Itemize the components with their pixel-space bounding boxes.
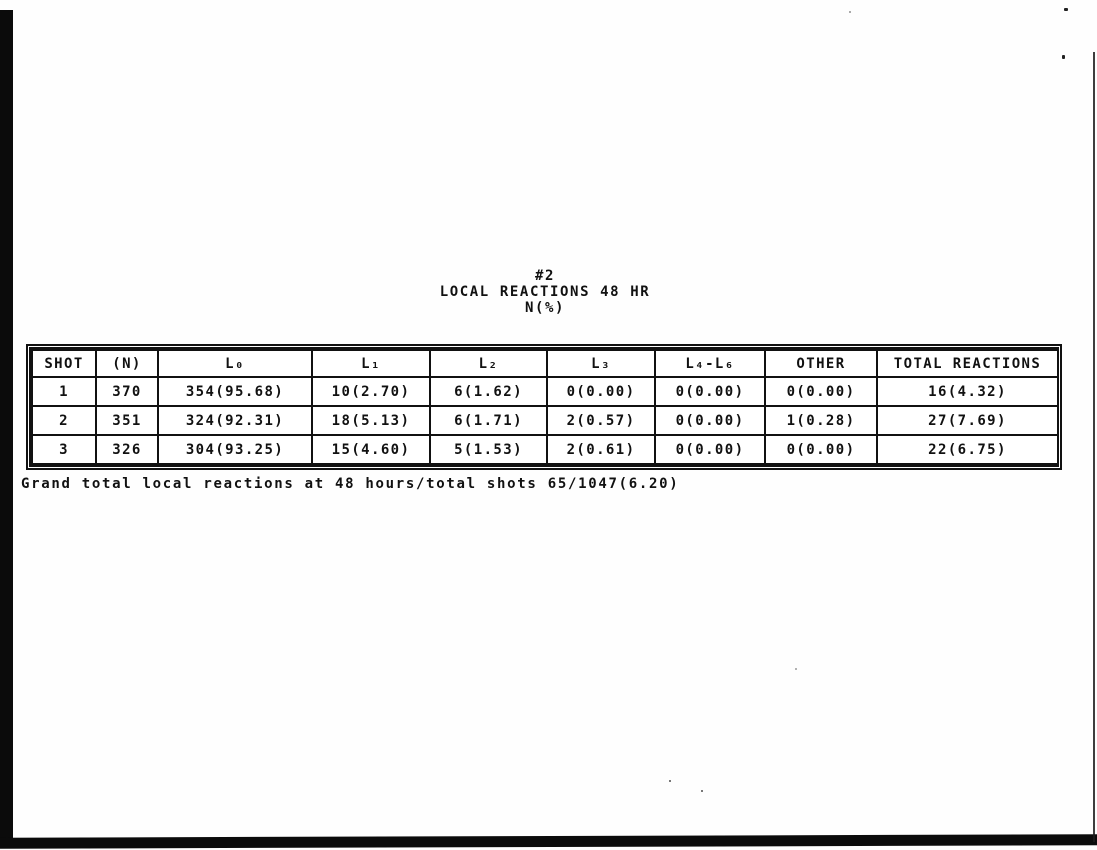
table-cell: 351: [96, 406, 158, 435]
column-header: L₄-L₆: [655, 350, 765, 377]
column-header: L₁: [312, 350, 430, 377]
table-cell: 2(0.61): [547, 435, 655, 464]
table-cell: 15(4.60): [312, 435, 430, 464]
table-header: [32, 350, 1058, 377]
column-header: L₀: [158, 350, 312, 377]
column-header: SHOT: [32, 350, 96, 377]
table-cell: 6(1.71): [430, 406, 547, 435]
scan-speck: [1062, 55, 1065, 59]
table-cell: 22(6.75): [877, 435, 1058, 464]
title-units: N(%): [524, 300, 566, 316]
column-header: L₂: [430, 350, 547, 377]
table-cell: 1(0.28): [765, 406, 877, 435]
table-cell: 304(93.25): [158, 435, 312, 464]
table-cell: 326: [96, 435, 158, 464]
table-row: [32, 406, 1058, 435]
table-cell: 0(0.00): [547, 377, 655, 406]
table-cell: 0(0.00): [765, 435, 877, 464]
column-header: (N): [96, 350, 158, 377]
scan-speck: [849, 11, 851, 13]
column-header: TOTAL REACTIONS: [877, 350, 1058, 377]
table-cell: 1: [32, 377, 96, 406]
table-cell: 6(1.62): [430, 377, 547, 406]
table-cell: 2: [32, 406, 96, 435]
table-cell: 5(1.53): [430, 435, 547, 464]
column-header: L₃: [547, 350, 655, 377]
table-cell: 370: [96, 377, 158, 406]
reactions-table-frame: [26, 344, 1062, 470]
table-cell: 0(0.00): [655, 406, 765, 435]
scan-speck: [795, 668, 797, 670]
grand-total-note: Grand total local reactions at 48 hours/total shots 65/1047(6.20): [21, 476, 680, 492]
scan-artifact-right-edge: [1093, 52, 1095, 842]
table-cell: 0(0.00): [765, 377, 877, 406]
document-title: [27, 268, 1063, 316]
table-header-row: [32, 350, 1058, 377]
scan-speck: [1064, 8, 1068, 11]
table-cell: 354(95.68): [158, 377, 312, 406]
table-row: [32, 377, 1058, 406]
table-cell: 324(92.31): [158, 406, 312, 435]
table-cell: 18(5.13): [312, 406, 430, 435]
table-cell: 2(0.57): [547, 406, 655, 435]
scan-artifact-left-bar: [0, 10, 13, 848]
table-cell: 10(2.70): [312, 377, 430, 406]
scan-speck: [701, 790, 703, 792]
table-row: [32, 435, 1058, 464]
scan-speck: [669, 780, 671, 782]
column-header: OTHER: [765, 350, 877, 377]
table-cell: 16(4.32): [877, 377, 1058, 406]
table-cell: 3: [32, 435, 96, 464]
title-table-number: #2: [534, 268, 556, 284]
local-reactions-table: [31, 349, 1059, 465]
scan-artifact-bottom-bar: [0, 834, 1097, 848]
table-cell: 0(0.00): [655, 435, 765, 464]
table-cell: 0(0.00): [655, 377, 765, 406]
title-main: LOCAL REACTIONS 48 HR: [439, 284, 651, 300]
table-body: [32, 377, 1058, 464]
table-cell: 27(7.69): [877, 406, 1058, 435]
